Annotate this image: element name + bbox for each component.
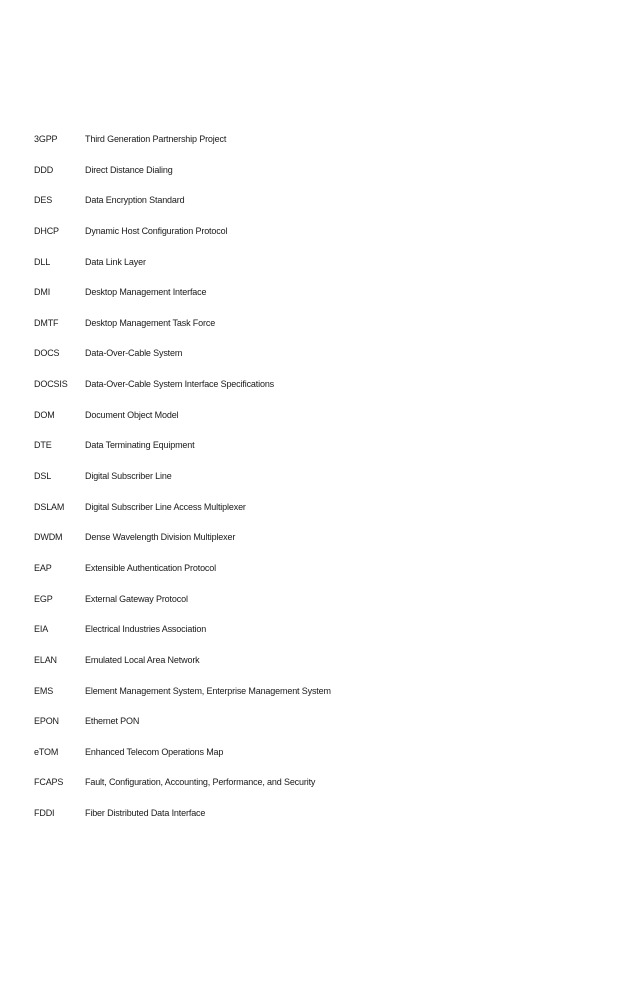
glossary-definition: Ethernet PON (85, 716, 140, 727)
glossary-entry (34, 621, 614, 652)
glossary-definition: Data Encryption Standard (85, 195, 185, 206)
glossary-entry (34, 805, 614, 836)
glossary-definition: Digital Subscriber Line Access Multiplexer (85, 501, 246, 512)
glossary-definition: Third Generation Partnership Project (85, 134, 227, 144)
glossary-definition: Document Object Model (85, 409, 179, 420)
glossary-entry (34, 529, 614, 560)
glossary-abbreviation: FCAPS (34, 777, 64, 788)
glossary-abbreviation: EIA (34, 624, 49, 635)
glossary-abbreviation: ELAN (34, 654, 57, 665)
glossary-entry (34, 774, 614, 805)
glossary-entry (34, 744, 614, 775)
glossary-definition: Data Terminating Equipment (85, 440, 195, 451)
glossary-entry (34, 162, 614, 193)
glossary-abbreviation: DMI (34, 287, 51, 298)
glossary-abbreviation: DOCS (34, 348, 60, 359)
glossary-entry (34, 499, 614, 530)
glossary-definition: Dense Wavelength Division Multiplexer (85, 532, 236, 543)
glossary-abbreviation: DHCP (34, 225, 59, 236)
glossary-list (34, 131, 614, 836)
glossary-definition: External Gateway Protocol (85, 593, 188, 604)
glossary-definition: Data-Over-Cable System Interface Specifications (85, 379, 275, 390)
glossary-abbreviation: DSL (34, 471, 52, 482)
glossary-definition: Fiber Distributed Data Interface (85, 808, 206, 819)
glossary-abbreviation: EAP (34, 562, 52, 573)
glossary-definition: Enhanced Telecom Operations Map (85, 746, 224, 757)
glossary-abbreviation: 3GPP (34, 134, 58, 144)
glossary-definition: Data Link Layer (85, 256, 146, 267)
glossary-abbreviation: DSLAM (34, 501, 65, 512)
glossary-definition: Fault, Configuration, Accounting, Performance, and Security (85, 777, 316, 788)
glossary-entry (34, 407, 614, 438)
glossary-definition: Digital Subscriber Line (85, 471, 172, 482)
glossary-abbreviation: EGP (34, 593, 53, 604)
glossary-abbreviation: DOM (34, 409, 55, 420)
glossary-entry (34, 315, 614, 346)
glossary-abbreviation: DLL (34, 256, 51, 267)
glossary-definition: Electrical Industries Association (85, 624, 207, 635)
glossary-definition: Emulated Local Area Network (85, 654, 200, 665)
glossary-definition: Direct Distance Dialing (85, 164, 173, 175)
glossary-entry (34, 652, 614, 683)
glossary-entry (34, 284, 614, 315)
glossary-abbreviation: DDD (34, 164, 54, 175)
glossary-abbreviation: eTOM (34, 746, 59, 757)
glossary-abbreviation: EPON (34, 716, 59, 727)
glossary-definition: Desktop Management Interface (85, 287, 207, 298)
glossary-abbreviation: DES (34, 195, 53, 206)
glossary-definition: Element Management System, Enterprise Management System (85, 685, 331, 696)
glossary-entry (34, 591, 614, 622)
glossary-entry (34, 254, 614, 285)
glossary-abbreviation: EMS (34, 685, 54, 696)
glossary-entry (34, 468, 614, 499)
glossary-entry (34, 713, 614, 744)
glossary-abbreviation: FDDI (34, 808, 55, 819)
glossary-entry (34, 437, 614, 468)
glossary-abbreviation: DMTF (34, 317, 59, 328)
glossary-abbreviation: DTE (34, 440, 52, 451)
glossary-entry (34, 376, 614, 407)
glossary-definition: Extensible Authentication Protocol (85, 562, 216, 573)
glossary-entry (34, 345, 614, 376)
glossary-entry (34, 192, 614, 223)
glossary-entry (34, 131, 614, 162)
glossary-entry (34, 560, 614, 591)
glossary-definition: Desktop Management Task Force (85, 317, 216, 328)
glossary-abbreviation: DWDM (34, 532, 63, 543)
glossary-definition: Data-Over-Cable System (85, 348, 183, 359)
glossary-abbreviation: DOCSIS (34, 379, 68, 390)
glossary-entry (34, 223, 614, 254)
glossary-definition: Dynamic Host Configuration Protocol (85, 225, 228, 236)
glossary-entry (34, 683, 614, 714)
